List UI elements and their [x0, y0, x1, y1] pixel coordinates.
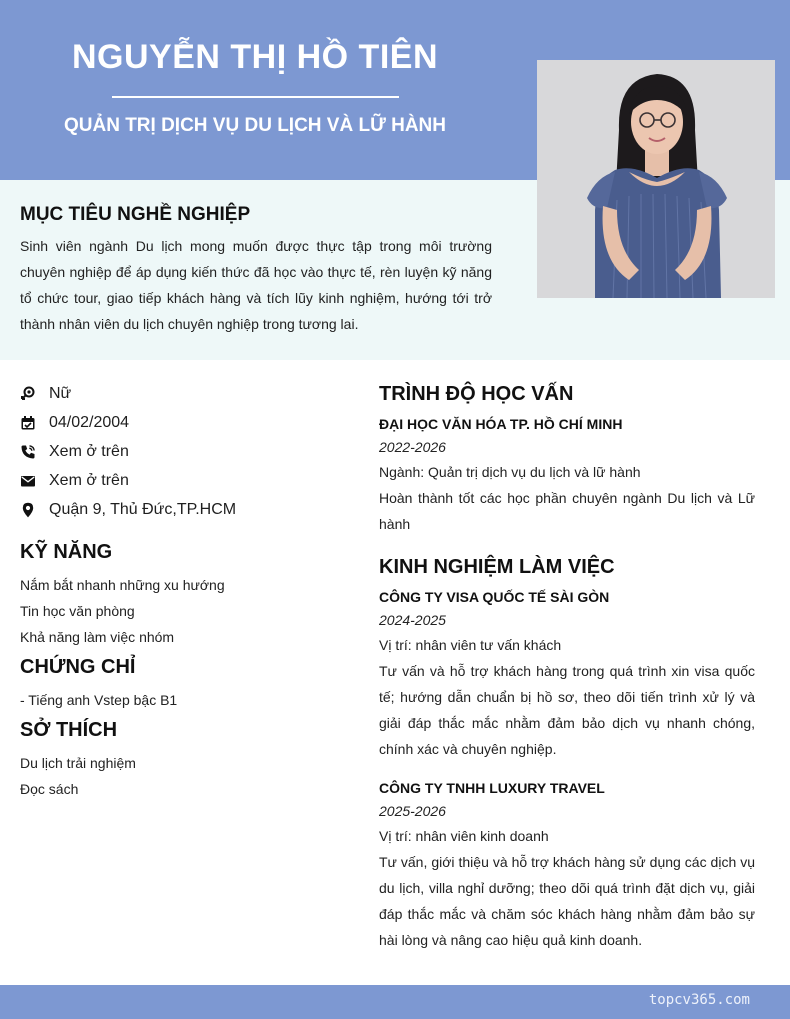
footer-band: [0, 985, 790, 1019]
gender-value: Nữ: [49, 384, 72, 402]
certificate-item: - Tiếng anh Vstep bậc B1: [20, 692, 178, 708]
location-pin-icon: [20, 502, 36, 518]
skill-item: Tin học văn phòng: [20, 603, 135, 619]
birthday-value: 04/02/2004: [49, 413, 130, 431]
education-major: Ngành: Quản trị dịch vụ du lịch và lữ hành: [379, 464, 641, 480]
hobby-item: Du lịch trải nghiệm: [20, 755, 136, 771]
email-value: Xem ở trên: [49, 471, 129, 489]
contact-birthday: [20, 408, 350, 437]
phone-icon: [20, 444, 36, 460]
contact-address: [20, 495, 350, 524]
certificates-heading: CHỨNG CHỈ: [20, 656, 136, 678]
phone-value: Xem ở trên: [49, 442, 129, 460]
objective-heading: MỤC TIÊU NGHỀ NGHIỆP: [20, 204, 251, 225]
hobbies-list: [20, 750, 136, 802]
contact-email: [20, 466, 350, 495]
skill-item: Khả năng làm việc nhóm: [20, 629, 175, 645]
school-name: ĐẠI HỌC VĂN HÓA TP. HỒ CHÍ MINH: [379, 416, 623, 432]
job-role: Vị trí: nhân viên kinh doanh: [379, 828, 549, 844]
job-description: Tư vấn, giới thiệu và hỗ trợ khách hàng sử dụng các dịch vụ du lịch, villa nghỉ dưỡng; theo dõi quá trình đặt dịch vụ, giải đáp thắc mắc và chăm sóc khách hàng nhằm đảm bảo sự hài lòng và nâng cao hiệu quả kinh doanh.: [379, 854, 755, 948]
company-name: CÔNG TY TNHH LUXURY TRAVEL: [379, 780, 605, 796]
certificates-list: [20, 687, 177, 713]
objective-text: Sinh viên ngành Du lịch mong muốn được thực tập trong môi trường chuyên nghiệp để áp dụng kiến thức đã học vào thực tế, rèn luyện kỹ năng tổ chức tour, giao tiếp khách hàng và tích lũy kinh nghiệm, hướng tới trở thành nhân viên du lịch chuyên nghiệp trong tương lai.: [20, 238, 492, 332]
hobby-item: Đọc sách: [20, 781, 79, 797]
job-role: Vị trí: nhân viên tư vấn khách: [379, 637, 562, 653]
job-description: Tư vấn và hỗ trợ khách hàng trong quá trình xin visa quốc tế; hướng dẫn chuẩn bị hồ sơ, theo dõi tiến trình xử lý và giải đáp thắc mắc nhằm đảm bảo dịch vụ nhanh chóng, chính xác và chuyên nghiệp.: [379, 663, 755, 757]
contact-phone: [20, 437, 350, 466]
profile-photo: [537, 60, 775, 298]
experience-entry: [379, 585, 755, 762]
hobbies-heading: SỞ THÍCH: [20, 719, 118, 741]
skills-list: [20, 572, 225, 650]
skill-item: Nắm bắt nhanh những xu hướng: [20, 577, 225, 593]
address-value: Quận 9, Thủ Đức,TP.HCM: [49, 500, 237, 518]
calendar-icon: [20, 415, 36, 431]
footer-watermark: topcv365.com: [648, 992, 750, 1008]
company-name: CÔNG TY VISA QUỐC TẾ SÀI GÒN: [379, 589, 610, 605]
experience-heading: KINH NGHIỆM LÀM VIỆC: [379, 556, 615, 578]
education-heading: TRÌNH ĐỘ HỌC VẤN: [379, 383, 574, 405]
education-entry: [379, 412, 755, 537]
gender-icon: [20, 386, 36, 402]
name-divider: [112, 96, 399, 98]
contact-gender: [20, 379, 350, 408]
job-title: QUẢN TRỊ DỊCH VỤ DU LỊCH VÀ LỮ HÀNH: [63, 115, 447, 136]
job-period: 2025-2026: [379, 803, 446, 819]
email-icon: [20, 473, 36, 489]
experience-entry: [379, 776, 755, 953]
skills-heading: KỸ NĂNG: [20, 541, 113, 563]
job-period: 2024-2025: [379, 612, 446, 628]
education-detail: Hoàn thành tốt các học phần chuyên ngành Du lịch và Lữ hành: [379, 490, 755, 532]
candidate-name: NGUYỄN THỊ HỒ TIÊN: [71, 38, 439, 76]
education-period: 2022-2026: [379, 439, 446, 455]
contact-list: [20, 379, 350, 524]
